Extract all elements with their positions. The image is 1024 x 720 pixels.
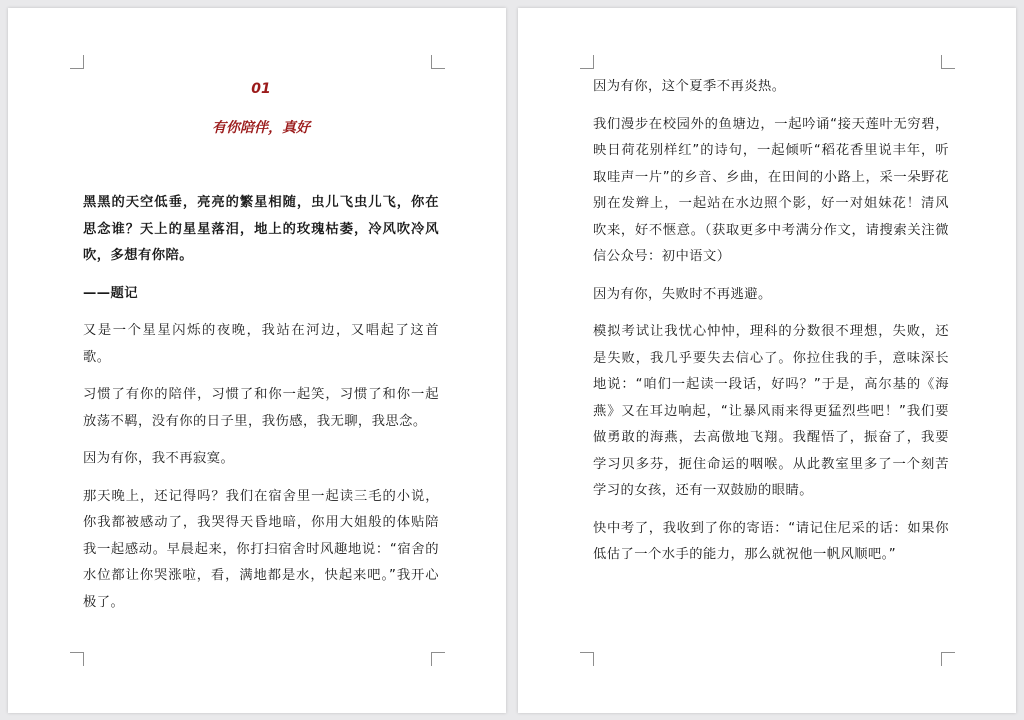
crop-mark-bottom-left xyxy=(70,652,84,666)
body-paragraph: 又是一个星星闪烁的夜晚，我站在河边，又唱起了这首歌。 xyxy=(83,323,439,365)
crop-mark-bottom-left xyxy=(580,652,594,666)
epigraph-attribution: ——题记 xyxy=(83,285,138,301)
page-content xyxy=(83,76,439,627)
document-page-left xyxy=(8,8,506,713)
document-page-right xyxy=(518,8,1016,713)
crop-mark-top-left xyxy=(70,55,84,69)
body-paragraph: 因为有你，这个夏季不再炎热。 xyxy=(593,79,786,94)
body-paragraph: 我们漫步在校园外的鱼塘边，一起吟诵“接天莲叶无穷碧，映日荷花别样红”的诗句，一起倾听“稻花香里说丰年，听取哇声一片”的乡音、乡曲，在田间的小路上，采一朵野花别在发辫上，一起站在水边照个影，好一对姐妹花！清风吹来，好不惬意。（获取更多中考满分作文，请搜索关注微信公众号：初中语文） xyxy=(593,116,949,264)
epigraph-paragraph: 黑黑的天空低垂，亮亮的繁星相随，虫儿飞虫儿飞，你在思念谁？天上的星星落泪，地上的玫瑰枯萎，冷风吹冷风吹，多想有你陪。 xyxy=(83,195,439,263)
page-content xyxy=(593,74,949,580)
body-paragraph: 习惯了有你的陪伴，习惯了和你一起笑，习惯了和你一起放荡不羁，没有你的日子里，我伤感，我无聊，我思念。 xyxy=(83,387,439,429)
crop-mark-top-right xyxy=(941,55,955,69)
body-paragraph: 因为有你，我不再寂寞。 xyxy=(83,451,235,466)
chapter-number: 01 xyxy=(251,81,271,97)
body-paragraph: 模拟考试让我忧心忡忡，理科的分数很不理想，失败，还是失败，我几乎要失去信心了。你拉住我的手，意味深长地说：“咱们一起读一段话，好吗？”于是，高尔基的《海燕》又在耳边响起，“让暴风雨来得更猛烈些吧！”我们要做勇敢的海燕，去高傲地飞翔。我醒悟了，振奋了，我要学习贝多芬，扼住命运的咽喉。从此教室里多了一个刻苦学习的女孩，还有一双鼓励的眼睛。 xyxy=(593,324,949,498)
crop-mark-top-right xyxy=(431,55,445,69)
crop-mark-top-left xyxy=(580,55,594,69)
body-paragraph: 那天晚上，还记得吗？我们在宿舍里一起读三毛的小说，你我都被感动了，我哭得天昏地暗，你用大姐般的体贴陪我一起感动。早晨起来，你打扫宿舍时风趣地说：“宿舍的水位都让你哭涨啦，看，满地都是水，快起来吧。”我开心极了。 xyxy=(83,488,439,610)
body-paragraph: 因为有你，失败时不再逃避。 xyxy=(593,286,772,302)
crop-mark-bottom-right xyxy=(941,652,955,666)
body-paragraph: 快中考了，我收到了你的寄语：“请记住尼采的话：如果你低估了一个水手的能力，那么就祝他一帆风顺吧。” xyxy=(593,520,949,562)
crop-mark-bottom-right xyxy=(431,652,445,666)
chapter-title: 有你陪伴，真好 xyxy=(212,120,310,136)
